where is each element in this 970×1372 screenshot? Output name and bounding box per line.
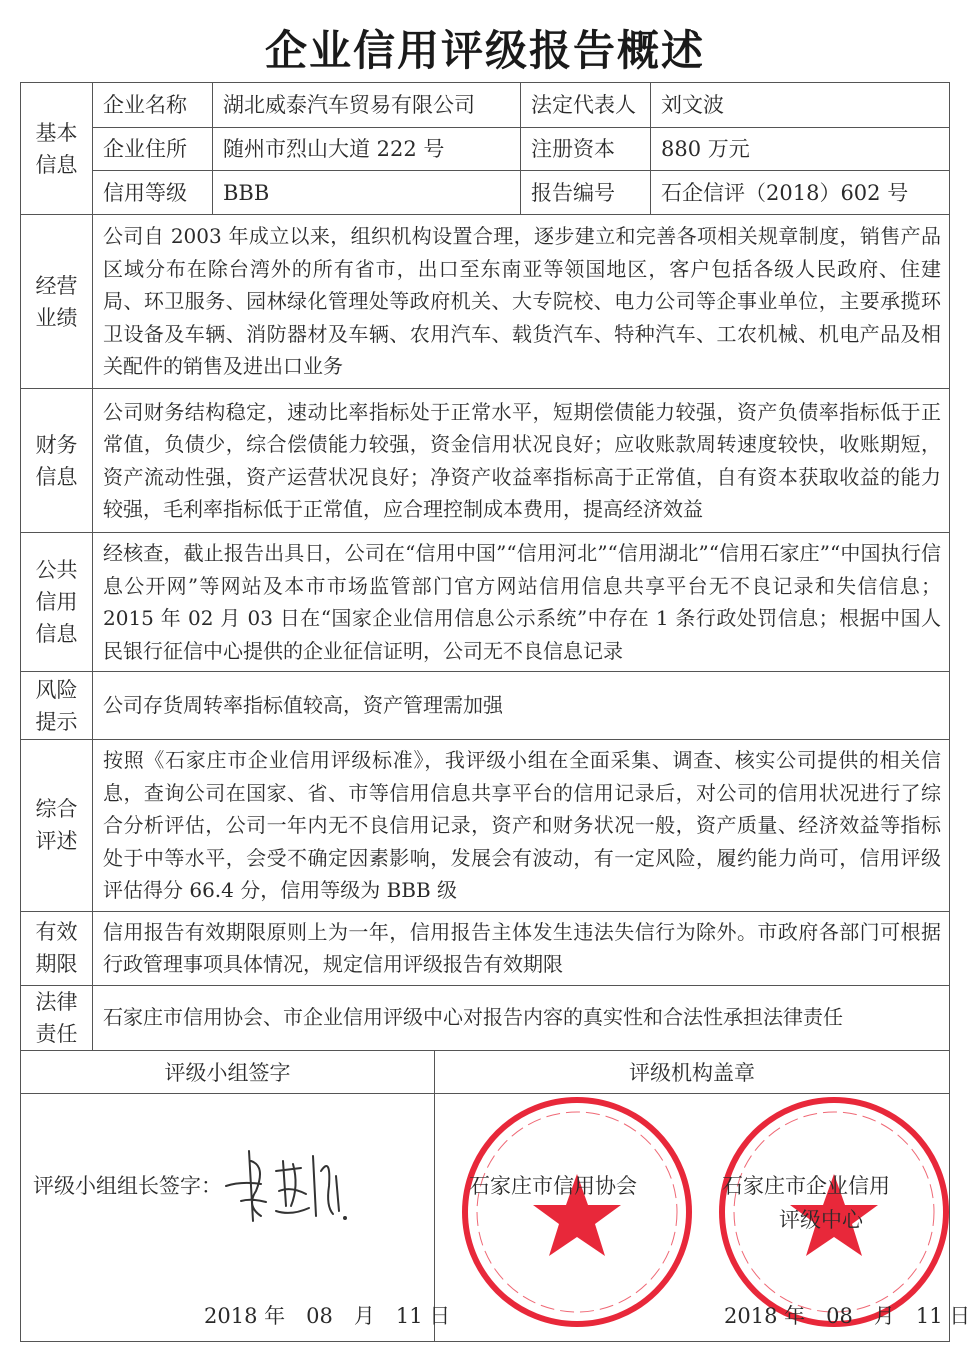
field-label: 报告编号: [521, 171, 651, 215]
report-table: [20, 82, 970, 1372]
section-label-legal: 法律 责任: [21, 985, 93, 1050]
section-text-finance: 公司财务结构稳定，速动比率指标处于正常水平，短期偿债能力较强，资产负债率指标低于正常值，负债少，综合偿债能力较强，资金信用状况良好；应收账款周转速度较快，收账期短，资产流动性强，资产运营状况良好；净资产收益率指标高于正常值，自有资本获取收益的能力较强，毛利率指标低于正常值，应合理控制成本费用，提高经济效益: [93, 389, 950, 533]
field-value: 刘文波: [651, 83, 950, 128]
field-value: BBB: [213, 171, 521, 215]
section-text-legal: 石家庄市信用协会、市企业信用评级中心对报告内容的真实性和合法性承担法律责任: [93, 985, 950, 1050]
seal-credit-association: [457, 1092, 697, 1332]
section-label-risk: 风险 提示: [21, 672, 93, 740]
signature-date: 2018 年 08 月 11 日: [204, 1304, 451, 1328]
field-label: 信用等级: [93, 171, 213, 215]
field-label: 法定代表人: [521, 83, 651, 128]
section-label-business: 经营 业绩: [21, 215, 93, 389]
section-row-summary: [21, 740, 950, 912]
info-table: [20, 82, 950, 1051]
page-title: 企业信用评级报告概述: [264, 26, 705, 75]
section-row-validity: [21, 911, 950, 985]
section-label-validity: 有效 期限: [21, 911, 93, 985]
seal-org-1: 石家庄市信用协会: [469, 1174, 637, 1198]
field-label: 企业名称: [93, 83, 213, 128]
seal-date: 2018 年 08 月 11 日: [724, 1304, 970, 1328]
section-row-business: [21, 215, 950, 389]
field-value: 随州市烈山大道 222 号: [213, 128, 521, 171]
field-value: 880 万元: [651, 128, 950, 171]
section-row-public-credit: [21, 533, 950, 672]
section-text-public-credit: 经核查，截止报告出具日，公司在“信用中国”“信用河北”“信用湖北”“信用石家庄”“中国执行信息公开网”等网站及本市市场监管部门官方网站信用信息共享平台无不良记录和失信信息；2015 年 02 月 03 日在“国家企业信用信息公示系统”中存在 1 条行政处罚信息；根据中国人民银行征信中心提供的企业征信证明，公司无不良信息记录: [93, 533, 950, 672]
seal-org-2-line1: 石家庄市企业信用: [722, 1174, 890, 1198]
section-label-summary: 综合 评述: [21, 740, 93, 912]
basic-info-row: [21, 171, 950, 215]
section-label-public-credit: 公共 信用 信息: [21, 533, 93, 672]
handwritten-signature: [221, 1136, 351, 1226]
signature-cell: [21, 1094, 451, 1342]
signature-header: 评级小组签字: [21, 1051, 435, 1094]
section-row-finance: [21, 389, 950, 533]
field-label: 企业住所: [93, 128, 213, 171]
section-text-summary: 按照《石家庄市企业信用评级标准》，我评级小组在全面采集、调查、核实公司提供的相关信息，查询公司在国家、省、市等信用信息共享平台的信用记录后，对公司的信用状况进行了综合分析评估，公司一年内无不良信用记录，资产和财务状况一般，资产质量、经济效益等指标处于中等水平，会受不确定因素影响，发展会有波动，有一定风险，履约能力尚可，信用评级评估得分 66.4 分，信用等级为 BBB 级: [93, 740, 950, 912]
field-label: 注册资本: [521, 128, 651, 171]
seal-header: 评级机构盖章: [435, 1051, 950, 1094]
section-row-risk: [21, 672, 950, 740]
seal-cell: [435, 1094, 970, 1342]
field-value: 湖北威泰汽车贸易有限公司: [213, 83, 521, 128]
basic-info-row: [21, 83, 950, 128]
section-text-validity: 信用报告有效期限原则上为一年，信用报告主体发生违法失信行为除外。市政府各部门可根据行政管理事项具体情况，规定信用评级报告有效期限: [93, 911, 950, 985]
seal-org-2-line2: 评级中心: [779, 1208, 863, 1232]
section-label-finance: 财务 信息: [21, 389, 93, 533]
section-row-legal: [21, 985, 950, 1050]
section-label-basic: 基本 信息: [21, 83, 93, 215]
signature-table: [20, 1051, 970, 1343]
section-text-business: 公司自 2003 年成立以来，组织机构设置合理，逐步建立和完善各项相关规章制度，销售产品区域分布在除台湾外的所有省市，出口至东南亚等领国地区，客户包括各级人民政府、住建局、环卫服务、园林绿化管理处等政府机关、大专院校、电力公司等企事业单位，主要承揽环卫设备及车辆、消防器材及车辆、农用汽车、载货汽车、特种汽车、工农机械、机电产品及相关配件的销售及进出口业务: [93, 215, 950, 389]
basic-info-row: [21, 128, 950, 171]
field-value: 石企信评（2018）602 号: [651, 171, 950, 215]
leader-signature-label: 评级小组组长签字：: [33, 1174, 222, 1198]
section-text-risk: 公司存货周转率指标值较高，资产管理需加强: [93, 672, 950, 740]
